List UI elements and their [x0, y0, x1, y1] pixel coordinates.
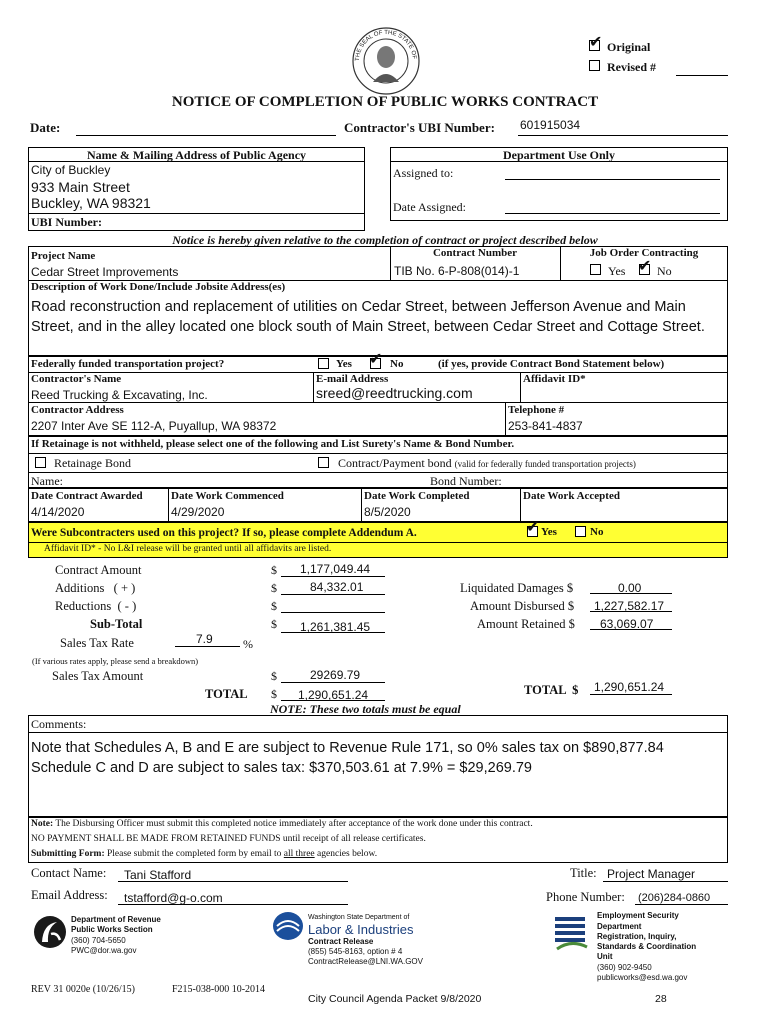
agency-ubi-label: UBI Number:	[31, 215, 102, 229]
dor-logo-icon	[33, 914, 67, 950]
project-name-value[interactable]: Cedar Street Improvements	[31, 265, 179, 279]
note-prefix: Note:	[31, 819, 54, 829]
totals-equal-note: NOTE: These two totals must be equal	[270, 702, 461, 716]
contact-email-label: Email Address:	[31, 888, 108, 902]
amount-disbursed-value: 1,227,582.17	[594, 599, 665, 613]
percent-sign: %	[243, 637, 253, 651]
date-assigned-label: Date Assigned:	[393, 200, 466, 214]
amount-retained-value: 63,069.07	[600, 617, 654, 631]
rev-number: REV 31 0020e (10/26/15)	[31, 984, 135, 995]
payment-bond-checkbox[interactable]	[318, 457, 329, 468]
subcontractor-question: Were Subcontracters used on this project? If so, please complete Addendum A.	[31, 527, 417, 539]
contractor-name-value[interactable]: Reed Trucking & Excavating, Inc.	[31, 388, 208, 402]
esd-line6: (360) 902-9450	[597, 963, 652, 972]
disbursing-note	[31, 819, 533, 829]
total-right-label: TOTAL $	[524, 683, 579, 697]
contract-amount-dollar: $	[271, 563, 277, 577]
lni-line3: (855) 545-8163, option # 4	[308, 947, 403, 956]
contractor-address-value[interactable]: 2207 Inter Ave SE 112-A, Puyallup, WA 98372	[31, 419, 277, 433]
additions-value: 84,332.01	[310, 580, 364, 594]
contractor-name-label: Contractor's Name	[31, 373, 122, 385]
job-order-yes-checkbox[interactable]	[590, 264, 601, 275]
date-assigned-field[interactable]	[505, 200, 720, 214]
subtotal-dollar: $	[271, 617, 277, 631]
tax-rate-label: Sales Tax Rate	[60, 636, 134, 650]
additions-dollar: $	[271, 581, 277, 595]
phone-label: Telephone #	[508, 404, 565, 416]
job-order-no-checkmark-icon: ✔	[638, 256, 652, 275]
date-commenced-value[interactable]: 4/29/2020	[171, 505, 225, 519]
job-order-no-label: No	[657, 264, 672, 278]
subcontractor-no-label: No	[590, 526, 604, 538]
esd-line7[interactable]: publicworks@esd.wa.gov	[597, 973, 688, 982]
submitting-text-b: agencies below.	[317, 849, 378, 859]
lni-line4[interactable]: ContractRelease@LNI.WA.GOV	[308, 957, 423, 966]
contact-title-value: Project Manager	[607, 867, 696, 881]
date-field[interactable]	[76, 120, 336, 136]
lni-line1: Labor & Industries	[308, 922, 414, 937]
revised-label: Revised #	[607, 60, 656, 74]
contact-name-value: Tani Stafford	[124, 868, 192, 882]
email-label: E-mail Address	[316, 373, 389, 385]
contact-email-value: tstafford@g-o.com	[124, 891, 223, 905]
payment-bond-text: Contract/Payment bond	[338, 456, 452, 470]
ubi-label: Contractor's UBI Number:	[344, 120, 495, 135]
lni-line2: Contract Release	[308, 937, 374, 946]
contract-number-value[interactable]: TIB No. 6-P-808(014)-1	[394, 264, 520, 278]
liquidated-damages-value: 0.00	[618, 581, 642, 595]
total-label: TOTAL	[205, 687, 248, 701]
comments-label: Comments:	[31, 717, 87, 731]
revised-checkbox[interactable]	[589, 60, 600, 71]
federal-no-checkmark-icon: ✔	[369, 349, 383, 368]
date-completed-value[interactable]: 8/5/2020	[364, 505, 411, 519]
assigned-to-field[interactable]	[505, 166, 720, 180]
assigned-to-label: Assigned to:	[393, 166, 454, 180]
dor-line3: (360) 704-5650	[71, 936, 126, 945]
contract-amount-label: Contract Amount	[55, 563, 142, 577]
agency-name[interactable]: City of Buckley	[31, 163, 111, 177]
contract-number-label: Contract Number	[432, 247, 517, 259]
sales-tax-dollar: $	[271, 669, 277, 683]
seal-text: THE SEAL OF THE STATE OF	[354, 29, 417, 62]
payment-bond-label	[338, 456, 636, 471]
reductions-dollar: $	[271, 599, 277, 613]
page-number: 28	[655, 993, 667, 1005]
email-value[interactable]: sreed@reedtrucking.com	[316, 385, 473, 401]
description-value[interactable]: Road reconstruction and replacement of utilities on Cedar Street, between Jefferson Avenue and Main Street, and in the alley located one block south of Main Street, between Cedar Street and Cottage Street.	[31, 299, 705, 335]
sales-tax-label: Sales Tax Amount	[52, 669, 144, 683]
original-label: Original	[607, 40, 651, 54]
bond-number-label: Bond Number:	[430, 474, 502, 488]
contact-title-label: Title:	[570, 866, 597, 880]
agency-city[interactable]: Buckley, WA 98321	[31, 195, 151, 211]
project-name-label: Project Name	[31, 250, 96, 262]
federal-no-label: No	[390, 358, 404, 370]
submitting-note	[31, 849, 377, 859]
sales-tax-value: 29269.79	[310, 668, 361, 682]
ubi-value[interactable]: 601915034	[520, 118, 581, 132]
agency-street[interactable]: 933 Main Street	[31, 179, 130, 195]
dept-use-header: Department Use Only	[503, 148, 615, 162]
agenda-packet: City Council Agenda Packet 9/8/2020	[308, 993, 482, 1005]
contractor-address-label: Contractor Address	[31, 404, 124, 416]
esd-line3: Registration, Inquiry,	[597, 932, 677, 941]
subtotal-value: 1,261,381.45	[300, 620, 371, 634]
retainage-bond-label: Retainage Bond	[54, 456, 131, 470]
federal-note: (if yes, provide Contract Bond Statement below)	[438, 358, 665, 370]
no-payment-note: NO PAYMENT SHALL BE MADE FROM RETAINED FUNDS until receipt of all release certificates.	[31, 834, 426, 844]
federal-yes-label: Yes	[336, 358, 352, 370]
lni-line0: Washington State Department of	[308, 914, 410, 921]
submitting-prefix: Submitting Form:	[31, 849, 105, 859]
notice-line: Notice is hereby given relative to the completion of contract or project described below	[172, 233, 598, 247]
affidavit-label: Affidavit ID*	[523, 373, 586, 385]
contact-phone-value: (206)284-0860	[638, 892, 711, 904]
total-value: 1,290,651.24	[298, 688, 369, 702]
surety-name-label: Name:	[31, 474, 63, 488]
subcontractor-no-checkbox[interactable]	[575, 526, 586, 537]
ubi-underline	[518, 120, 728, 136]
lni-logo-icon	[272, 911, 304, 941]
subcontractor-yes-checkmark-icon: ✔	[526, 517, 540, 536]
comments-line1[interactable]: Note that Schedules A, B and E are subject to Revenue Rule 171, so 0% sales tax on $890,877.84	[31, 740, 664, 756]
contract-amount-value: 1,177,049.44	[300, 562, 371, 576]
reductions-label: Reductions ( - )	[55, 599, 137, 613]
phone-value[interactable]: 253-841-4837	[508, 419, 583, 433]
esd-line4: Standards & Coordination	[597, 942, 697, 951]
date-awarded-label: Date Contract Awarded	[31, 490, 143, 502]
retainage-bond-checkbox[interactable]	[35, 457, 46, 468]
tax-rate-value: 7.9	[196, 632, 213, 646]
revised-number-field[interactable]	[676, 62, 728, 76]
date-awarded-value[interactable]: 4/14/2020	[31, 505, 85, 519]
state-seal	[351, 26, 421, 96]
various-rates-note: (If various rates apply, please send a breakdown)	[32, 656, 199, 666]
subcontractor-yes-label: Yes	[541, 526, 557, 538]
additions-label: Additions ( + )	[55, 581, 136, 595]
description-label: Description of Work Done/Include Jobsite Address(es)	[31, 281, 286, 293]
date-commenced-label: Date Work Commenced	[171, 490, 284, 502]
job-order-label: Job Order Contracting	[589, 247, 699, 259]
note-text: The Disbursing Officer must submit this completed notice immediately after acceptance of the work done under this contract.	[55, 819, 533, 829]
dor-line1: Department of Revenue	[71, 915, 161, 924]
job-order-yes-label: Yes	[608, 264, 626, 278]
federal-question: Federally funded transportation project?	[31, 358, 225, 370]
date-label: Date:	[30, 120, 61, 135]
submitting-text-a: Please submit the completed form by email to	[107, 849, 282, 859]
affidavit-note: Affidavit ID* - No L&I release will be granted until all affidavits are listed.	[44, 544, 332, 554]
payment-bond-note: (valid for federally funded transportation projects)	[454, 459, 636, 469]
agency-header: Name & Mailing Address of Public Agency	[86, 148, 307, 162]
original-checkmark-icon: ✔	[589, 32, 603, 51]
esd-line2: Department	[597, 922, 642, 931]
esd-line5: Unit	[597, 952, 613, 961]
amount-disbursed-label: Amount Disbursed $	[470, 599, 575, 613]
subtotal-label: Sub-Total	[90, 617, 143, 631]
submitting-all-three: all three	[283, 849, 315, 859]
reductions-field[interactable]	[281, 598, 385, 613]
esd-line1: Employment Security	[597, 911, 679, 920]
form-title: NOTICE OF COMPLETION OF PUBLIC WORKS CONTRACT	[171, 94, 599, 110]
total-dollar: $	[271, 687, 277, 701]
esd-logo-icon	[553, 913, 589, 953]
date-completed-label: Date Work Completed	[364, 490, 470, 502]
contact-phone-label: Phone Number:	[546, 890, 625, 904]
form-number: F215-038-000 10-2014	[172, 984, 266, 995]
amount-retained-label: Amount Retained $	[477, 617, 575, 631]
federal-yes-checkbox[interactable]	[318, 358, 329, 369]
comments-line2[interactable]: Schedule C and D are subject to sales tax: $370,503.61 at 7.9% = $29,269.79	[31, 760, 533, 776]
dor-line2: Public Works Section	[71, 925, 153, 934]
liquidated-damages-label: Liquidated Damages $	[460, 581, 574, 595]
total-right-value: 1,290,651.24	[594, 680, 665, 694]
retainage-instruction: If Retainage is not withheld, please select one of the following and List Surety's Name & Bond Number.	[31, 438, 515, 450]
contact-name-label: Contact Name:	[31, 866, 107, 880]
dor-line4[interactable]: PWC@dor.wa.gov	[71, 946, 137, 955]
date-accepted-label: Date Work Accepted	[523, 490, 620, 502]
